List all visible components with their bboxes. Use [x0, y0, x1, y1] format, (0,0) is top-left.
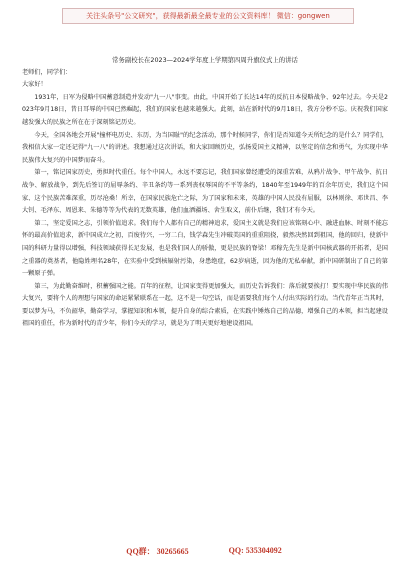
document-title: 常务副校长在2023—2024学年度上学期第四周升旗仪式上的讲话 — [112, 56, 298, 64]
paragraph: 1931年，日军为侵略中国蓄意制造并发动"九一八"事变。由此，中国开始了长达14年的反抗日本侵略战争、92年过去。今天是2023年9月18日，昔日耳辱的中国已然崛起，我们的国家也越来越强大。此刻，站在新时代的9月18日，我方分秒不忘。庆祝我们国家越发强大的民族之所在在于深刻铭记历史。 — [22, 93, 388, 126]
paragraph: 第三，为此勤奋维时，积蓄强国之能。百年的征程，让国家变得更加强大，而历史告诉我们：落后就要挨打！要实现中华民族的伟大复兴，要将个人的理想与国家的命运紧紧联系在一起，这不是一句空话，而是需要我们每个人付出实际的行动。当代青年正当其时，要以梦为马，不负韶华，勤奋学习，掌握知识和本领，提升自身的综合素质，在实践中锤炼自己的品德，增强自己的本领，担当起建设祖国的重任，作为新时代的青少年，你们今天的学习，就是为了明天更好地建设祖国。 — [22, 282, 388, 328]
speech-document — [22, 54, 388, 544]
qq-contact-text: QQ: 535304092 — [228, 546, 282, 555]
paragraph: 第二，坚定爱国之志，引领价值追求。我们每个人都有自己的精神追求，爱国主义就是我们应该铭刻心中、融进血脉、时刻不能忘怀的最高价值追求，新中国成立之初，百废待兴，一穷二白，钱学森先生冲破美国的重重阻挠，毅然决然回到祖国，他的回归，使新中国的科研力量得以增强，科技领域获得长足发展，也是我们国人的骄傲，更是民族的脊梁！邓稼先先生是新中国核武器的开拓者，是国之重器的奠基者，他隐姓埋名28年，在实验中受到核辐射污染，身患绝症，62岁病逝，因为他的无私奉献，新中国研制出了自己的第一颗原子弹。 — [22, 219, 388, 278]
paragraph: 今天，全国各地会开展"撞杯电历史、东历，为当国耻"的纪念活动，那个时候同学，你们是否知道今天所纪念的是什么？同学们，我相信大家一定还记得"九一八"的讲述。我想通过这次讲话，和大家回顾历史，弘扬爱国主义精神，以坚定的信念和勇气，为实现中华民族伟大复兴的中国梦而奋斗。 — [22, 131, 388, 164]
footer-contacts — [0, 546, 408, 562]
paragraph: 第一，铭记国家历史，勇担时代重任。每个中国人，永远不要忘记，我们国家曾经遭受的深重苦难，从鸦片战争、甲午战争、抗日战争、解放战争，到先后签订的屈辱条约、辛丑条约等一系列丧权辱国的不平等条约，1840年至1949年的百余年历史，我们这个国家、这个民族苦难深重，历尽沧桑！所幸，在国家民族危亡之际，为了国家和未来，英雄的中国人民没有屈服，以林则徐、邓世昌、李大钊、毛泽东、周恩来、朱德等等为代表的无数英雄，他们血洒疆场、舍生取义，前仆后继，我们才有今天。 — [22, 169, 388, 215]
greeting-line: 老师们，同学们： — [22, 68, 72, 76]
greeting-line: 大家好！ — [22, 81, 47, 89]
header-banner: 关注头条号"公文研究"，获得最新最全最专业的公文资料库！ 微信：gongwen — [62, 8, 354, 24]
qq-group-text: QQ群： 30265665 — [126, 547, 189, 556]
